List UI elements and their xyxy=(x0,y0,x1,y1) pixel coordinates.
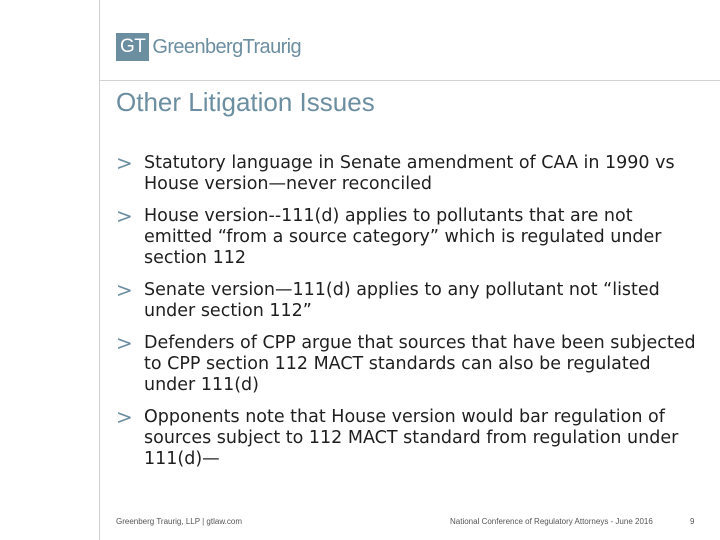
bullet-text: Senate version—111(d) applies to any pollutant not “listed under section 112” xyxy=(144,280,660,321)
footer-event: National Conference of Regulatory Attorneys - June 2016 xyxy=(450,517,653,526)
bullet-text: Opponents note that House version would bar regulation of sources subject to 112 MACT standard from regulation under 111(d)— xyxy=(144,407,679,469)
chevron-right-icon: > xyxy=(116,331,133,355)
logo-name: GreenbergTraurig xyxy=(152,36,302,58)
footer-firm: Greenberg Traurig, LLP | gtlaw.com xyxy=(116,517,242,526)
bullet-text: Defenders of CPP argue that sources that have been subjected to CPP section 112 MACT standards can also be regulated under 111(d) xyxy=(144,333,696,395)
bullet-list xyxy=(116,153,696,481)
bullet-text: House version--111(d) applies to pollutants that are not emitted “from a source category” which is regulated under section 112 xyxy=(144,206,662,268)
page-number: 9 xyxy=(690,517,695,526)
chevron-right-icon: > xyxy=(116,204,133,228)
bullet-item xyxy=(116,153,696,195)
bullet-item xyxy=(116,333,696,396)
bullet-item xyxy=(116,280,696,322)
slide-title: Other Litigation Issues xyxy=(116,87,375,117)
bullet-item xyxy=(116,407,696,470)
greenberg-traurig-logo xyxy=(116,33,301,61)
chevron-right-icon: > xyxy=(116,151,133,175)
chevron-right-icon: > xyxy=(116,405,133,429)
vertical-divider xyxy=(99,0,100,540)
chevron-right-icon: > xyxy=(116,278,133,302)
bullet-item xyxy=(116,206,696,269)
logo-mark: GT xyxy=(116,33,149,61)
header-divider xyxy=(99,80,720,81)
bullet-text: Statutory language in Senate amendment of CAA in 1990 vs House version—never reconciled xyxy=(144,153,675,194)
